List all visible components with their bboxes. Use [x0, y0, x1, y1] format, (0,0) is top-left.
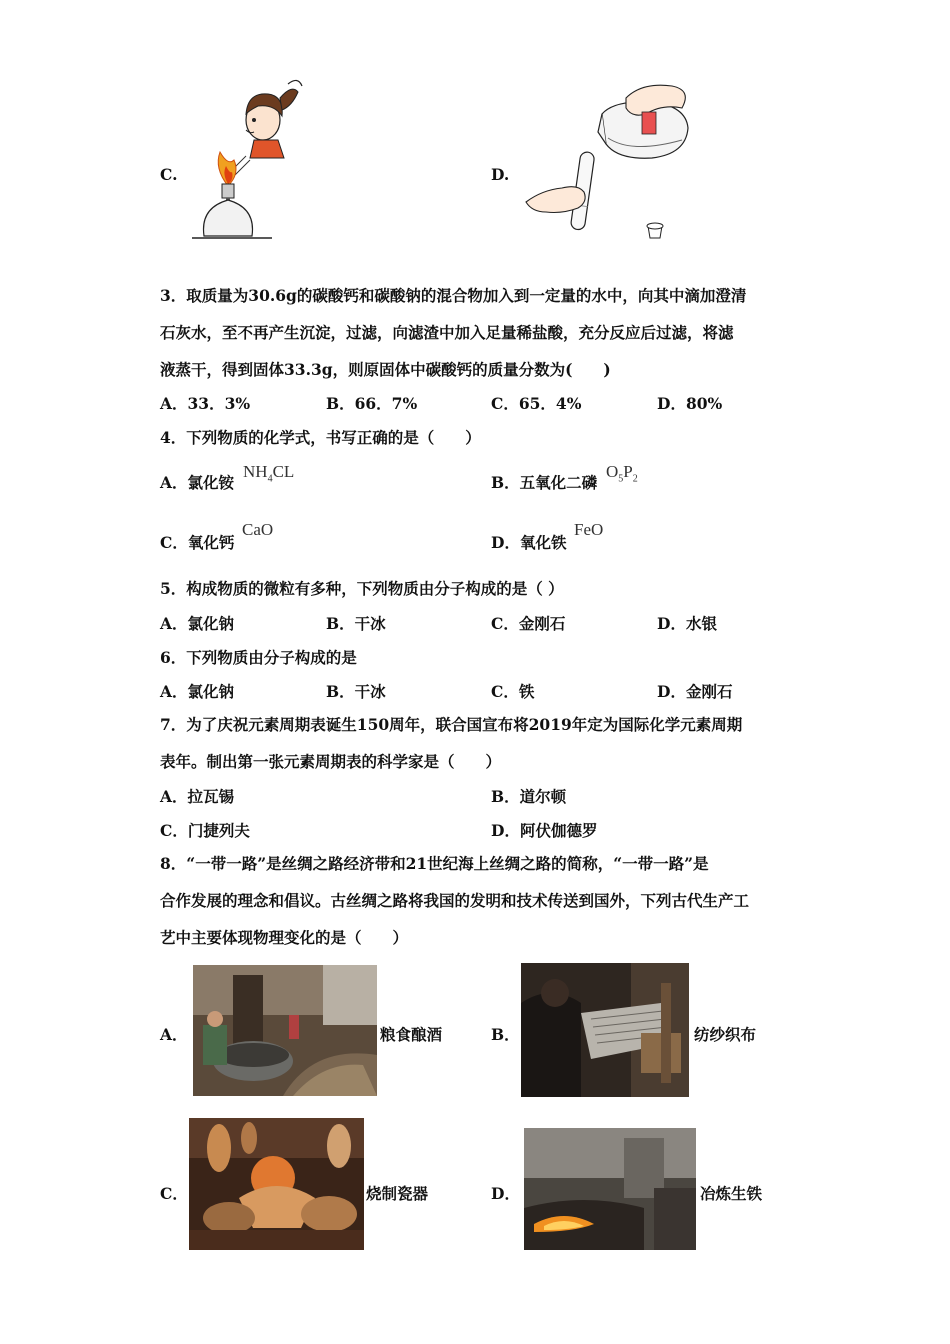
q7-option-c: C．门捷列夫 [160, 821, 250, 840]
q4-option-d-label: D．氧化铁 [491, 533, 567, 552]
q3-option-c: C．65．4% [491, 394, 582, 413]
q8-option-c-caption: 烧制瓷器 [366, 1184, 429, 1203]
q3-option-b: B．66．7% [326, 394, 418, 413]
q8-stem-line-1: 8．“一带一路”是丝绸之路经济带和21世纪海上丝绸之路的简称，“一带一路”是 [160, 854, 709, 873]
q5-option-c: C．金刚石 [491, 614, 566, 633]
q8-option-d-label: D． [491, 1184, 520, 1203]
q4-option-a-formula: $NH_4CL$ [243, 462, 295, 485]
option-d-label: D. [491, 165, 510, 184]
q6-option-c: C．铁 [491, 682, 535, 701]
smelting-photo [524, 1128, 696, 1250]
q4-option-a-label: A．氯化铵 [160, 473, 235, 492]
q5-option-d: D．水银 [657, 614, 717, 633]
q7-stem-line-2: 表年。制出第一张元素周期表的科学家是（ ） [160, 752, 502, 771]
porcelain-photo [189, 1118, 364, 1250]
q8-option-a-caption: 粮食酿酒 [380, 1025, 443, 1044]
q4-option-c-label: C．氧化钙 [160, 533, 235, 552]
q5-option-a: A．氯化钠 [160, 614, 235, 633]
weaving-photo [521, 963, 689, 1097]
q8-option-c-label: C． [160, 1184, 188, 1203]
q7-option-b: B．道尔顿 [491, 787, 567, 806]
q8-option-b-caption: 纺纱织布 [694, 1025, 757, 1044]
q3-stem-line-1: 3．取质量为30.6g的碳酸钙和碳酸钠的混合物加入到一定量的水中，向其中滴加澄清 [160, 286, 747, 305]
smelling-alcohol-lamp-illustration [188, 76, 308, 244]
q6-option-b: B．干冰 [326, 682, 386, 701]
q6-option-d: D．金刚石 [657, 682, 733, 701]
q6-option-a: A．氯化钠 [160, 682, 235, 701]
pouring-liquid-illustration [522, 78, 698, 246]
q8-stem-line-2: 合作发展的理念和倡议。古丝绸之路将我国的发明和技术传送到国外，下列古代生产工 [160, 891, 750, 910]
q3-stem-line-3: 液蒸干，得到固体33.3g，则原固体中碳酸钙的质量分数为( ) [160, 360, 611, 379]
brewing-photo [193, 965, 377, 1096]
q8-stem-line-3: 艺中主要体现物理变化的是（ ） [160, 928, 409, 947]
q4-option-c-formula: CaO [242, 520, 274, 539]
q4-option-b-label: B．五氧化二磷 [491, 473, 598, 492]
q4-stem: 4．下列物质的化学式，书写正确的是（ ） [160, 428, 481, 447]
q3-option-d: D．80% [657, 394, 723, 413]
q7-option-a: A．拉瓦锡 [160, 787, 235, 806]
q4-option-d-formula: FeO [574, 520, 604, 539]
q6-stem: 6．下列物质由分子构成的是 [160, 648, 357, 667]
q7-stem-line-1: 7．为了庆祝元素周期表诞生150周年，联合国宣布将2019年定为国际化学元素周期 [160, 715, 743, 734]
q3-stem-line-2: 石灰水，至不再产生沉淀，过滤，向滤渣中加入足量稀盐酸，充分反应后过滤，将滤 [160, 323, 734, 342]
option-c-label: C. [160, 165, 178, 184]
q8-option-d-caption: 冶炼生铁 [700, 1184, 763, 1203]
q8-option-b-label: B． [491, 1025, 520, 1044]
q3-option-a: A．33．3% [160, 394, 251, 413]
q4-option-b-formula: $O_5P_2$ [606, 462, 638, 485]
q5-stem: 5．构成物质的微粒有多种，下列物质由分子构成的是（ ） [160, 579, 564, 598]
q8-option-a-label: A． [160, 1025, 188, 1044]
q5-option-b: B．干冰 [326, 614, 386, 633]
q7-option-d: D．阿伏伽德罗 [491, 821, 598, 840]
